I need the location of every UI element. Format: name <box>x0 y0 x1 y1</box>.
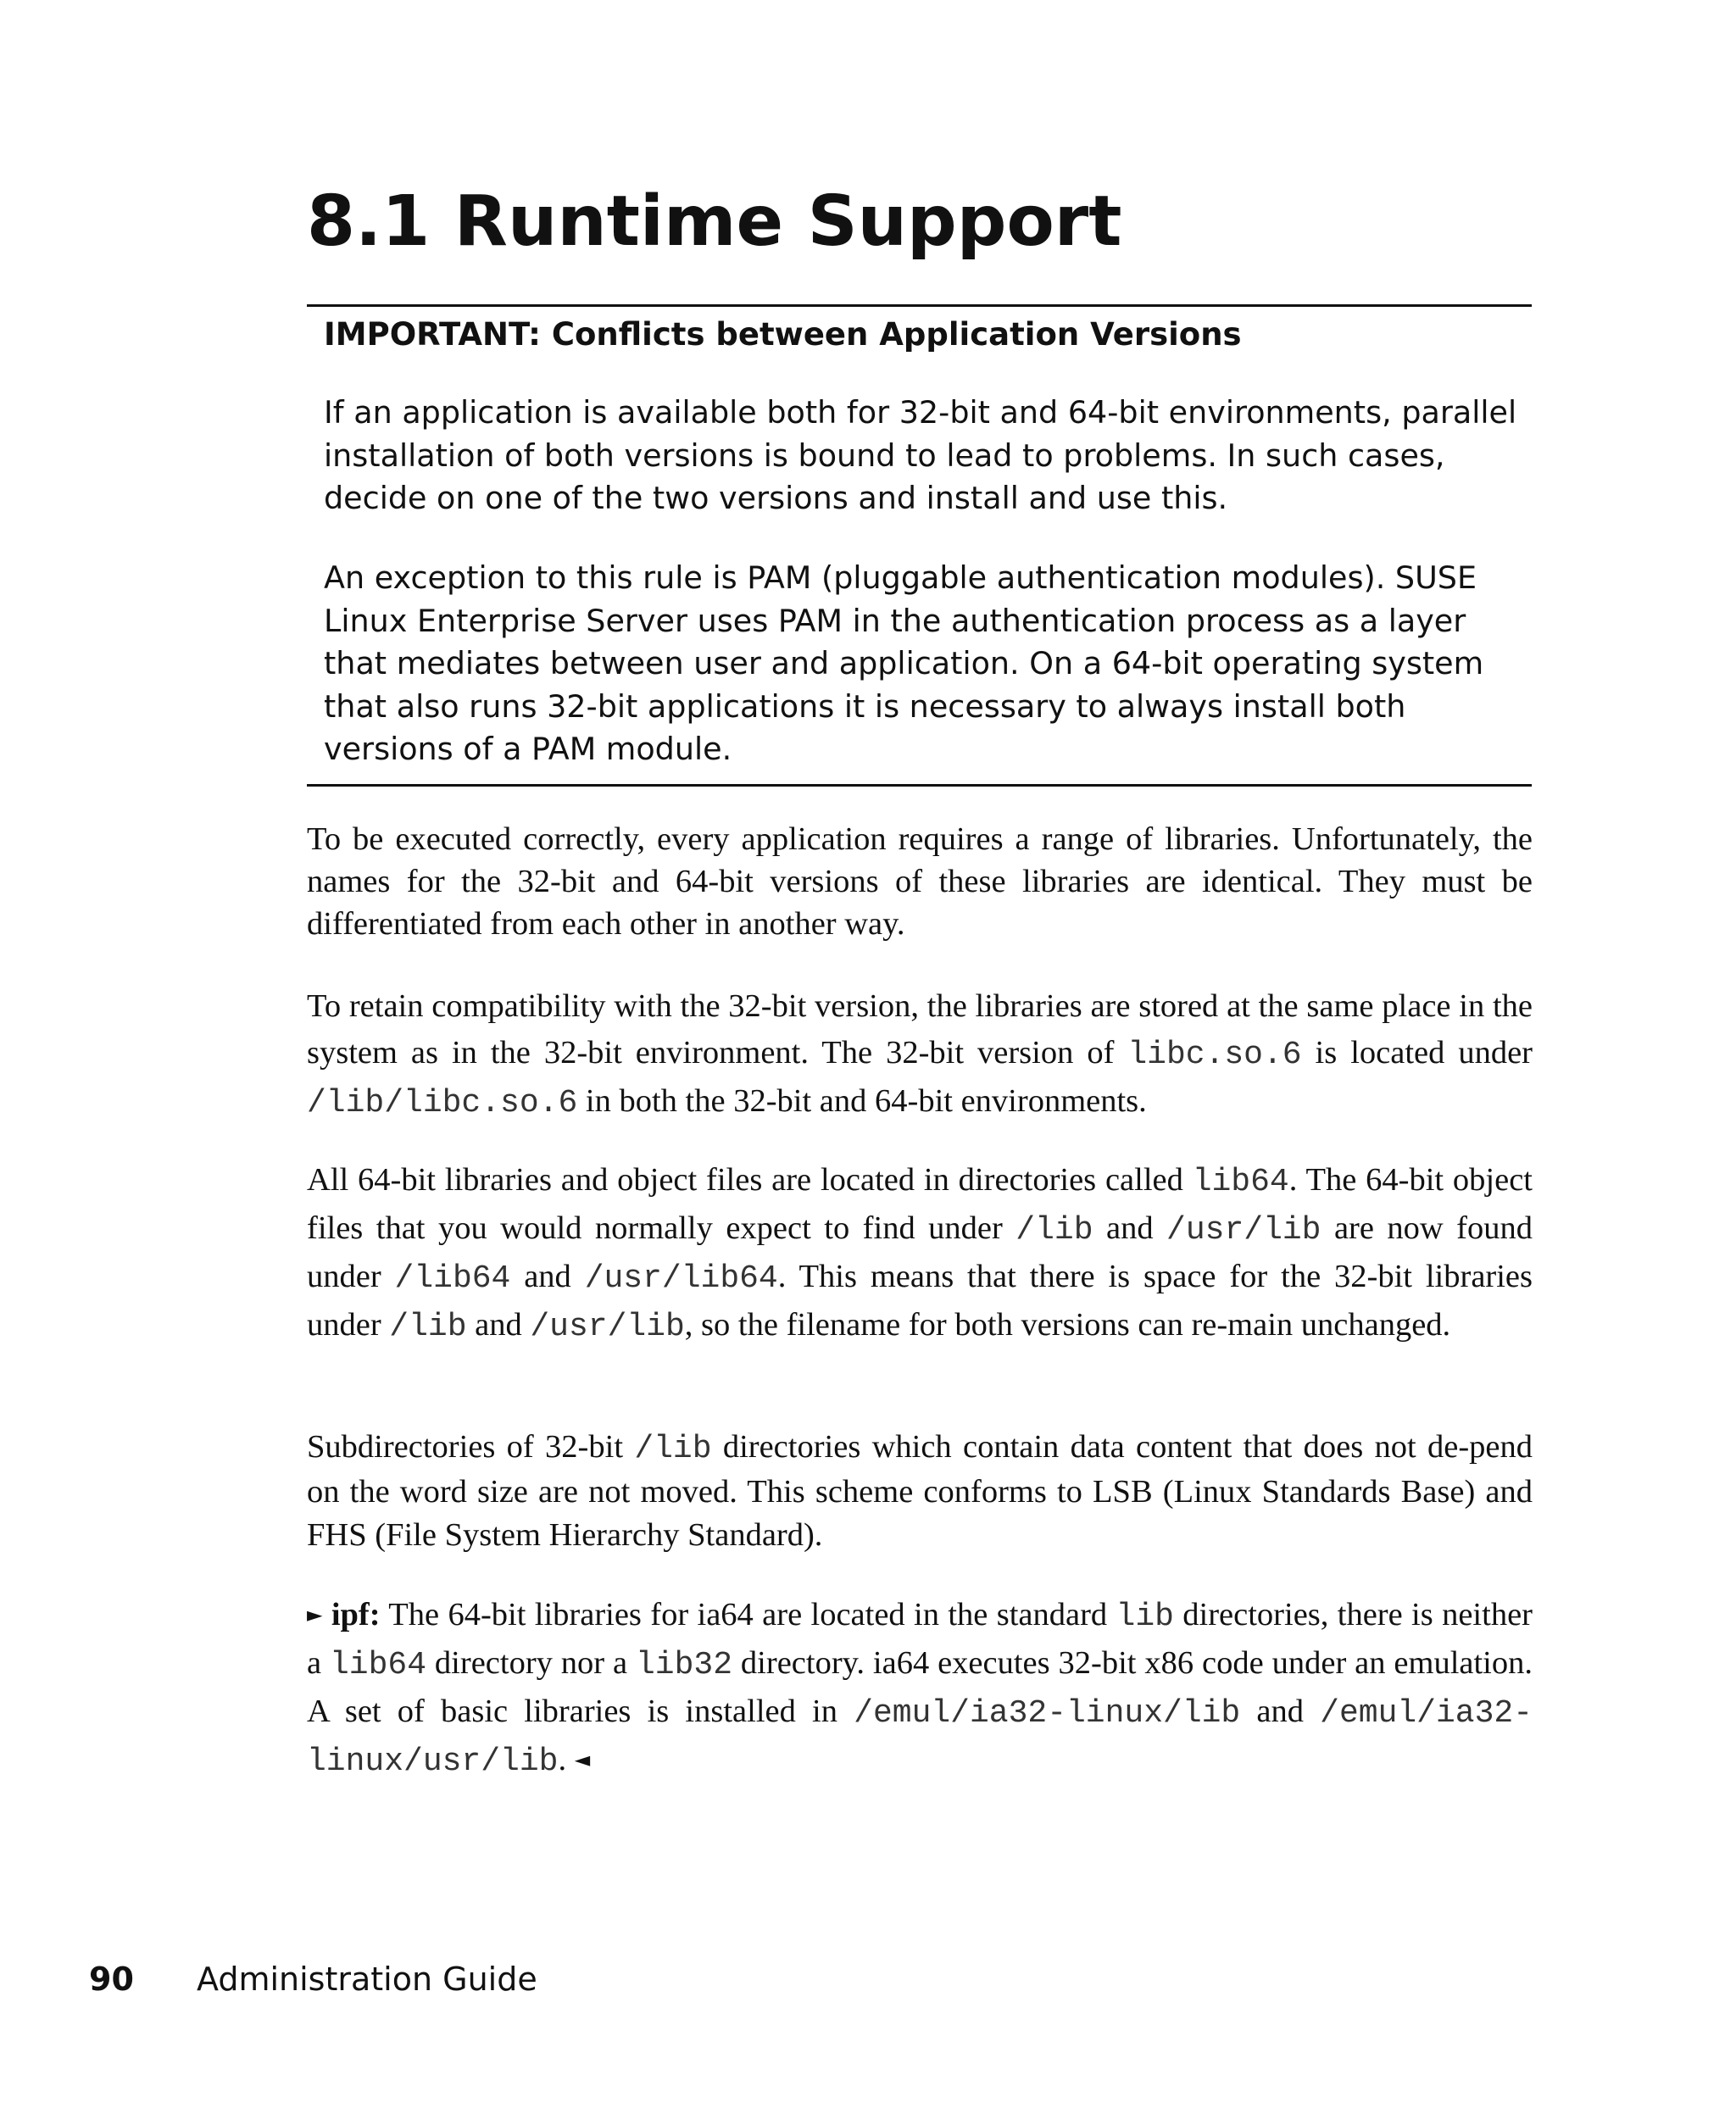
important-box-top-rule <box>307 304 1532 307</box>
code-lib64: lib64 <box>1192 1164 1289 1200</box>
body-paragraph-2: To retain compatibility with the 32-bit version, the libraries are stored at the same place in the system as in the 32-bit environment. The 32-bit version of libc.so.6 is located under /lib/libc.so.6 in both the 32-bit and 64-bit environments. <box>307 988 1533 1121</box>
code-usr-lib: /usr/lib <box>1166 1212 1321 1249</box>
body-paragraph-4: Subdirectories of 32-bit /lib directories which contain data content that does not de-pend on the word size are not moved. This scheme conforms to LSB (Linux Standards Base) and FHS (File System Hierarchy Standard). <box>307 1429 1533 1553</box>
body-paragraph-3: All 64-bit libraries and object files are located in directories called lib64. The 64-bit object files that you would normally expect to find under /lib and /usr/lib are now found under /lib64 and /usr/lib64. This means that there is space for the 32-bit libraries under /lib and /usr/lib, so the filename for both versions can re-main unchanged. <box>307 1162 1533 1345</box>
book-title: Administration Guide <box>197 1961 537 1998</box>
page-number: 90 <box>89 1961 134 1998</box>
body-paragraph-5-ipf: ► ipf: The 64-bit libraries for ia64 are located in the standard lib directories, there is neither a lib64 directory nor a lib32 directory. ia64 executes 32-bit x86 code under an emulation. A set of basic libraries is installed in /emul/ia32-linux/lib and /emul/ia32-linux/usr/lib. ◄ <box>307 1597 1533 1780</box>
arch-start-marker-icon: ► <box>307 1603 323 1627</box>
body-paragraph-1: To be executed correctly, every application requires a range of libraries. Unfortunately, the names for the 32-bit and 64-bit versions of these libraries are identical. They must be differentiated from each other in another way. <box>307 821 1533 942</box>
code-lib-libc-so-6: /lib/libc.so.6 <box>307 1085 578 1121</box>
code-usr-lib: /usr/lib <box>530 1309 685 1345</box>
code-emul-ia32-linux-lib: /emul/ia32-linux/lib <box>854 1695 1241 1732</box>
code-lib64: lib64 <box>330 1647 427 1683</box>
code-lib: /lib <box>389 1309 467 1345</box>
important-box-paragraph-1: If an application is available both for 32-bit and 64-bit environments, parallel installation of both versions is bound to lead to problems. In such cases, decide on one of the two versions and install and use this. <box>324 394 1517 516</box>
section-heading: 8.1 Runtime Support <box>307 181 1122 262</box>
arch-end-marker-icon: ◄ <box>574 1748 591 1771</box>
code-lib: /lib <box>1015 1212 1093 1249</box>
important-box-paragraph-2: An exception to this rule is PAM (pluggable authentication modules). SUSE Linux Enterprise Server uses PAM in the authentication process as a layer that mediates between user and application. On a 64-bit operating system that also runs 32-bit applications it is necessary to always install both versions of a PAM module. <box>324 559 1484 767</box>
important-box-title: IMPORTANT: Conflicts between Application Versions <box>324 316 1242 353</box>
code-lib: /lib <box>634 1431 712 1467</box>
important-box-bottom-rule <box>307 784 1532 787</box>
code-usr-lib64: /usr/lib64 <box>584 1260 778 1297</box>
code-lib: lib <box>1116 1599 1174 1635</box>
code-lib32: lib32 <box>636 1647 733 1683</box>
code-libc-so-6: libc.so.6 <box>1127 1037 1302 1073</box>
code-lib64-path: /lib64 <box>394 1260 511 1297</box>
code-emul-ia32-linux-usr-lib: /emul/ia32-linux/usr/lib <box>307 1695 1533 1780</box>
arch-label: ipf: <box>331 1597 381 1632</box>
